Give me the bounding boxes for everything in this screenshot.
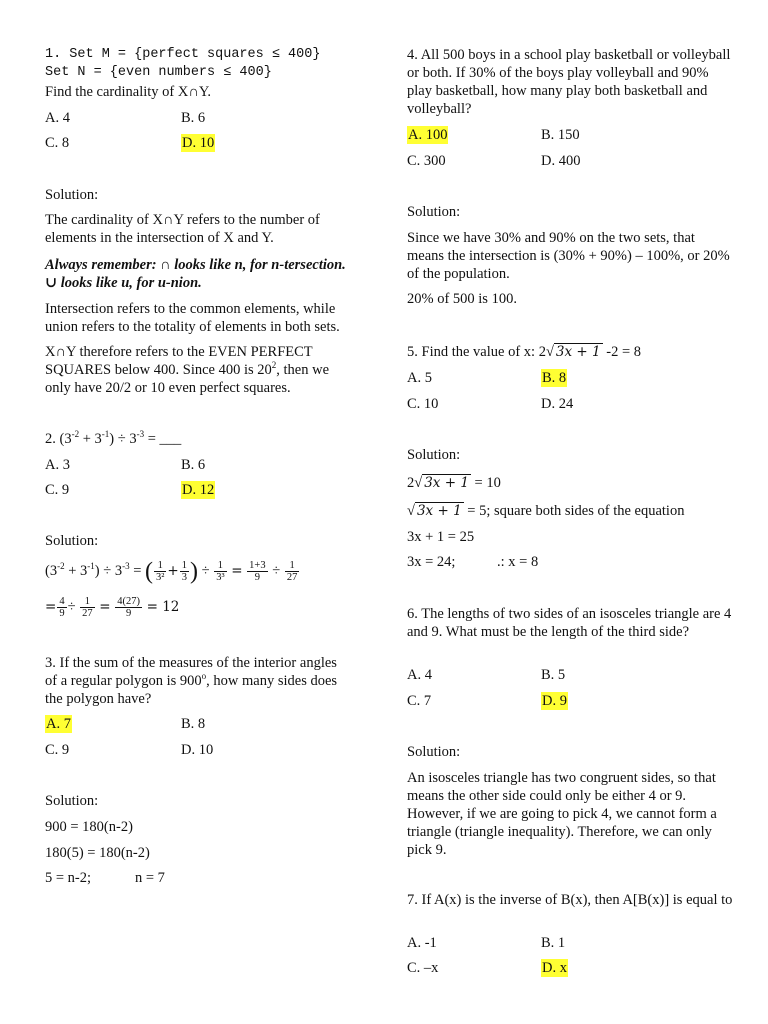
q5-solution-step4a: 3x = 24; (407, 554, 456, 570)
q5-option-d: D. 24 (541, 396, 574, 412)
q2-solution-label: Solution: (45, 533, 99, 549)
q4-option-a-answer: A. 100 (408, 127, 448, 143)
q3-question-line2: of a regular polygon is 900$^o$, how many sides does (45, 671, 338, 689)
q6-question: 6. The lengths of two sides of an isosceles triangle are 4 and 9. What must be the length of the third side? (407, 606, 732, 640)
q5-option-c: C. 10 (407, 396, 439, 412)
square-root: √ 3x + 1 (414, 475, 469, 491)
q6-option-b: B. 5 (541, 667, 566, 683)
q1-solution-p2: Intersection refers to the common elements, while union refers to the totality of elements in both sets. (45, 301, 340, 335)
fraction: $\frac{1}{3}$ (181, 560, 187, 584)
fraction: $\frac{1}{27}$ (82, 596, 93, 620)
q1-solution-p3a: X∩Y therefore refers to the EVEN PERFECT (45, 344, 313, 360)
fraction: $\frac{1}{\text{3²}}$ (156, 560, 165, 584)
q4-option-d: D. 400 (541, 153, 581, 169)
q3-solution-step3b: n = 7 (135, 870, 165, 886)
q7-question: 7. If A(x) is the inverse of B(x), then A[B(x)] is equal to (407, 892, 733, 908)
q3-option-d: D. 10 (181, 742, 214, 758)
q1-remember-line2: ∪ looks like u, for u-nion. (45, 275, 202, 291)
q6-option-d-answer: D. 9 (542, 693, 567, 709)
q1-solution-p1: The cardinality of X∩Y refers to the number of elements in the intersection of X and Y. (45, 212, 320, 246)
q6-solution-label: Solution: (407, 744, 461, 760)
q1-option-d-answer: D. 10 (182, 135, 215, 151)
q6-option-c: C. 7 (407, 693, 432, 709)
q4-solution-p2: 20% of 500 is 100. (407, 291, 517, 307)
q1-option-b: B. 6 (181, 110, 206, 126)
q1-solution-label: Solution: (45, 187, 99, 203)
q4-solution-p1: Since we have 30% and 90% on the two sets, that means the intersection is (30% + 90%) – 100%, or 20% of the population. (407, 230, 730, 282)
q3-question-line1: 3. If the sum of the measures of the interior angles (45, 655, 337, 671)
q1-option-c: C. 8 (45, 135, 70, 151)
q7-option-c: C. –x (407, 960, 439, 976)
fraction: $\frac{1}{27}$ (286, 560, 298, 584)
q7-option-b: B. 1 (541, 935, 566, 951)
q2-option-b: B. 6 (181, 457, 206, 473)
q7-option-d-answer: D. x (542, 960, 567, 976)
q1-remember-line1: Always remember: ∩ looks like n, for n-tersection. (45, 257, 346, 273)
q2-question: 2. $(3^{-2} + 3^{-1}) \div 3^{-3}$ = ___ (45, 429, 182, 447)
q1-line3: Find the cardinality of X∩Y. (45, 84, 212, 100)
q3-option-b: B. 8 (181, 716, 206, 732)
q6-option-a: A. 4 (407, 667, 432, 683)
q3-option-c: C. 9 (45, 742, 70, 758)
q1-line2: Set N = {even numbers ≤ 400} (45, 65, 272, 80)
fraction: $\frac{1+3}{9}$ (249, 560, 266, 584)
q5-solution-step3: 3x + 1 = 25 (407, 529, 475, 545)
q5-solution-step1: 2√ 3x + 1 = 10 (407, 475, 501, 491)
q3-question-line3: the polygon have? (45, 691, 152, 707)
q2-option-d-answer: D. 12 (182, 482, 215, 498)
q5-question: 5. Find the value of x: 2√ 3x + 1 -2 = 8 (407, 344, 641, 360)
q5-option-a: A. 5 (407, 370, 432, 386)
q1-solution-p3b: SQUARES below 400. Since 400 is $20^2$, then we (45, 360, 330, 378)
q3-solution-label: Solution: (45, 793, 99, 809)
fraction: $\frac{1}{\text{3³}}$ (216, 560, 225, 584)
q3-solution-step1: 900 = 180(n-2) (45, 819, 133, 835)
q2-solution-step1: $(3^{-2} + 3^{-1}) \div 3^{-3}$ = ( $\frac{1}{\text{3²}}$ + $\frac{1}{3}$ ) ÷ $\frac{1}{\text{3³}}$ = $\frac{1+3}{9}$ ÷ $\frac{1}{27}$ (45, 558, 298, 585)
q5-solution-step2: √ 3x + 1 = 5; square both sides of the equation (407, 503, 685, 519)
fraction: $\frac{4}{9}$ (59, 596, 65, 620)
q4-question: 4. All 500 boys in a school play basketball or volleyball or both. If 30% of the boys play volleyball and 90% play basketball, how many play both basketball and volleyball? (407, 47, 731, 117)
q5-solution-label: Solution: (407, 447, 461, 463)
square-root: √ 3x + 1 (407, 503, 462, 519)
q5-option-b-answer: B. 8 (542, 370, 567, 386)
fraction: $\frac{4(27)}{9}$ (117, 596, 140, 620)
q5-solution-step4b: .: x = 8 (497, 554, 539, 570)
q6-solution-p1: An isosceles triangle has two congruent sides, so that means the other side could only be either 4 or 9. However, if we are going to pick 4, we cannot form a triangle (triangle inequality). Therefore, we can only pick 9. (407, 770, 717, 858)
q1-option-a: A. 4 (45, 110, 70, 126)
q4-option-b: B. 150 (541, 127, 580, 143)
q4-option-c: C. 300 (407, 153, 446, 169)
q7-option-a: A. -1 (407, 935, 437, 951)
q2-solution-step2: = $\frac{4}{9}$ ÷ $\frac{1}{27}$ = $\frac{4(27)}{9}$ = 12 (45, 596, 180, 620)
q3-option-a-answer: A. 7 (46, 716, 71, 732)
q1-line1: 1. Set M = {perfect squares ≤ 400} (45, 47, 321, 62)
q1-solution-p3c: only have 20/2 or 10 even perfect squares. (45, 380, 291, 396)
q3-solution-step2: 180(5) = 180(n-2) (45, 845, 150, 861)
square-root: √ 3x + 1 (545, 344, 601, 360)
q4-solution-label: Solution: (407, 204, 461, 220)
q2-option-c: C. 9 (45, 482, 70, 498)
q2-option-a: A. 3 (45, 457, 70, 473)
q3-solution-step3a: 5 = n-2; (45, 870, 92, 886)
